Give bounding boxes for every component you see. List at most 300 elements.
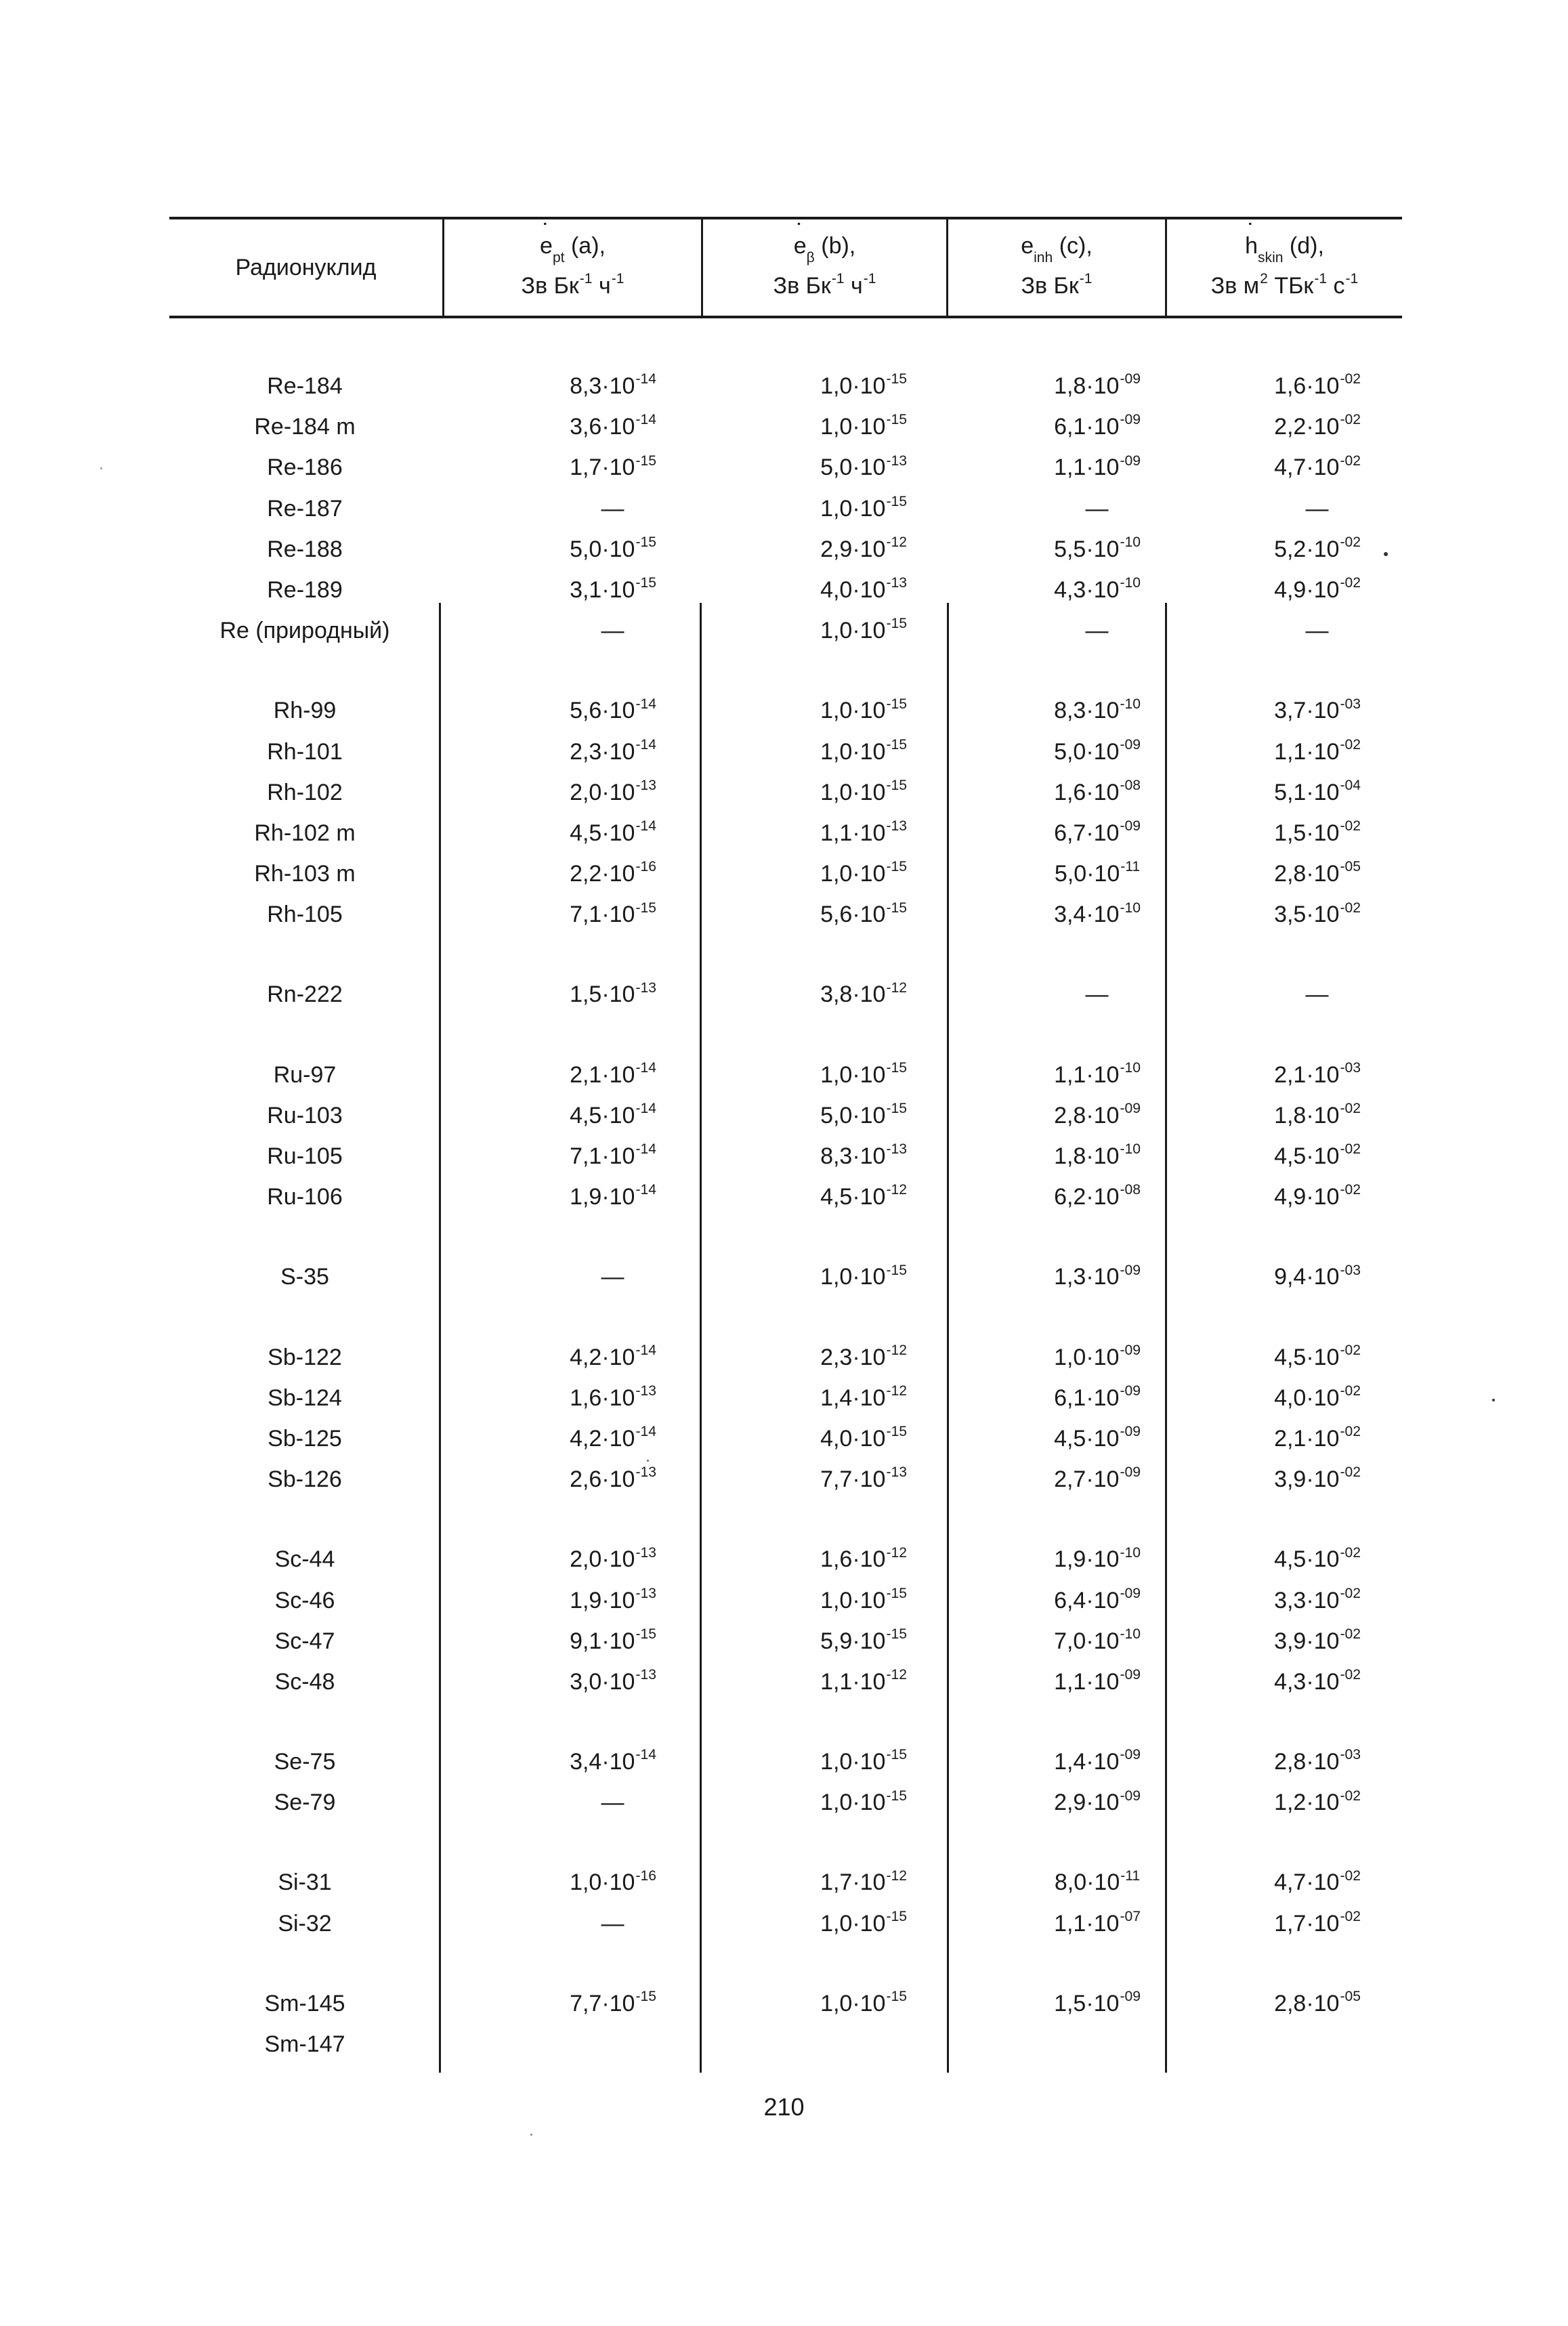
value-exponent: -09 bbox=[1120, 1424, 1141, 1440]
radionuclide-cell: Si-31 bbox=[278, 1869, 332, 1896]
radionuclide-cell: Sm-145 bbox=[264, 1990, 345, 2016]
value-mantissa: 9,4·10 bbox=[1274, 1264, 1340, 1290]
value-cell-b bbox=[748, 1177, 979, 1217]
value-mantissa: 6,7·10 bbox=[1054, 820, 1120, 846]
value-exponent: -15 bbox=[886, 1626, 907, 1642]
value-cell-c bbox=[989, 974, 1206, 1015]
value-cell-b bbox=[748, 1621, 979, 1662]
value-exponent: -15 bbox=[886, 1424, 907, 1440]
value-exponent: -12 bbox=[886, 1383, 907, 1399]
value-exponent: -15 bbox=[886, 371, 907, 387]
value-mantissa: 1,7·10 bbox=[1274, 1910, 1340, 1937]
value-mantissa: 4,2·10 bbox=[570, 1344, 635, 1370]
value-mantissa: 1,1·10 bbox=[1054, 1910, 1120, 1937]
value-exponent: -09 bbox=[1120, 452, 1141, 469]
value-mantissa: 5,0·10 bbox=[820, 454, 886, 481]
header-hskin-unit: Зв $м^2$ ТБк$^{-1}$ $с^{-1}$ bbox=[1210, 271, 1359, 299]
value-cell-d bbox=[1206, 772, 1429, 813]
value-mantissa: 2,9·10 bbox=[820, 536, 886, 562]
value-exponent: -14 bbox=[635, 1747, 656, 1763]
value-mantissa: 1,2·10 bbox=[1274, 1790, 1340, 1816]
value-exponent: -13 bbox=[635, 1585, 656, 1601]
table-row bbox=[169, 813, 1402, 853]
value-exponent: -13 bbox=[635, 777, 656, 793]
value-mantissa: 1,0·10 bbox=[820, 1910, 886, 1937]
value-cell-d bbox=[1206, 406, 1429, 447]
value-cell-c bbox=[989, 1580, 1206, 1621]
value-mantissa: 2,2·10 bbox=[1274, 414, 1340, 440]
value-mantissa: 2,6·10 bbox=[570, 1466, 635, 1493]
value-exponent: -15 bbox=[886, 1989, 907, 2005]
value-exponent: -10 bbox=[1120, 1059, 1141, 1076]
value-cell-c bbox=[989, 1177, 1206, 1217]
value-cell-a bbox=[515, 1459, 711, 1500]
value-exponent: -15 bbox=[886, 696, 907, 712]
radionuclide-cell: Sb-122 bbox=[268, 1344, 342, 1370]
radionuclide-cell: Si-32 bbox=[278, 1910, 332, 1937]
value-exponent: -02 bbox=[1340, 452, 1361, 469]
value-mantissa: 5,0·10 bbox=[1054, 861, 1120, 887]
value-mantissa: 7,7·10 bbox=[570, 1990, 635, 2016]
value-exponent: -15 bbox=[635, 452, 656, 469]
value-mantissa: — bbox=[601, 495, 624, 522]
value-cell-b bbox=[748, 813, 979, 853]
radionuclide-cell: Rh-102 bbox=[267, 779, 343, 805]
value-exponent: -15 bbox=[886, 493, 907, 509]
radionuclide-cell: Sc-48 bbox=[274, 1668, 335, 1695]
value-cell-c bbox=[989, 1418, 1206, 1459]
value-mantissa: 1,1·10 bbox=[1054, 454, 1120, 481]
value-exponent: -02 bbox=[1340, 1908, 1361, 1924]
table-row bbox=[169, 1903, 1402, 1944]
value-cell-a bbox=[515, 2024, 711, 2065]
value-mantissa: 2,2·10 bbox=[570, 861, 635, 887]
value-cell-a bbox=[515, 1903, 711, 1944]
value-cell-d bbox=[1206, 2024, 1429, 2065]
value-mantissa: 3,0·10 bbox=[570, 1668, 635, 1695]
value-exponent: -10 bbox=[1120, 900, 1141, 916]
value-mantissa: 3,6·10 bbox=[570, 414, 635, 440]
value-mantissa: 2,7·10 bbox=[1054, 1466, 1120, 1493]
value-cell-b bbox=[748, 1539, 979, 1580]
value-cell-a bbox=[515, 1782, 711, 1823]
radionuclide-cell: Rn-222 bbox=[267, 981, 343, 1008]
radionuclide-cell: Sb-125 bbox=[268, 1425, 342, 1452]
value-cell-a bbox=[515, 1418, 711, 1459]
value-cell-b bbox=[748, 1095, 979, 1136]
value-mantissa: 8,3·10 bbox=[1054, 698, 1120, 724]
value-exponent: -02 bbox=[1340, 1424, 1361, 1440]
value-exponent: -09 bbox=[1120, 1585, 1141, 1601]
value-cell-a bbox=[515, 894, 711, 935]
value-exponent: -12 bbox=[886, 1182, 907, 1198]
header-hskin bbox=[1167, 224, 1402, 312]
value-cell-d bbox=[1206, 1256, 1429, 1297]
value-mantissa: 5,6·10 bbox=[820, 902, 886, 928]
value-cell-c bbox=[989, 1662, 1206, 1702]
value-cell-d bbox=[1206, 894, 1429, 935]
value-mantissa: 1,0·10 bbox=[820, 495, 886, 522]
value-cell-c bbox=[989, 1136, 1206, 1177]
value-cell-b bbox=[748, 1337, 979, 1378]
value-exponent: -09 bbox=[1120, 1788, 1141, 1804]
value-cell-a bbox=[515, 1378, 711, 1418]
table-row bbox=[169, 1662, 1402, 1702]
value-mantissa: 5,0·10 bbox=[1054, 738, 1120, 765]
value-mantissa: 4,5·10 bbox=[570, 820, 635, 846]
value-cell-d bbox=[1206, 1580, 1429, 1621]
value-cell-d bbox=[1206, 974, 1429, 1015]
value-mantissa: 2,9·10 bbox=[1054, 1790, 1120, 1816]
value-mantissa: 2,0·10 bbox=[570, 779, 635, 805]
value-mantissa: 1,4·10 bbox=[1054, 1749, 1120, 1775]
value-exponent: -14 bbox=[635, 818, 656, 834]
page-number: 210 bbox=[763, 2093, 805, 2121]
value-cell-c bbox=[989, 366, 1206, 406]
value-cell-c bbox=[989, 2024, 1206, 2065]
value-cell-a bbox=[515, 1862, 711, 1903]
value-mantissa: 4,0·10 bbox=[1274, 1384, 1340, 1411]
value-mantissa: 1,0·10 bbox=[820, 1749, 886, 1775]
value-cell-a bbox=[515, 690, 711, 731]
scan-speck bbox=[100, 467, 102, 469]
value-cell-d bbox=[1206, 447, 1429, 488]
value-cell-b bbox=[748, 853, 979, 894]
radionuclide-cell: Rh-102 m bbox=[254, 820, 356, 846]
value-mantissa: 1,9·10 bbox=[1054, 1546, 1120, 1573]
value-mantissa: — bbox=[601, 618, 624, 644]
value-exponent: -12 bbox=[886, 1544, 907, 1561]
value-exponent: -10 bbox=[1120, 1626, 1141, 1642]
value-cell-a bbox=[515, 447, 711, 488]
header-hskin-symbol: ˙ $h_{skin}$ (d), bbox=[1245, 230, 1324, 270]
value-mantissa: 1,0·10 bbox=[820, 1587, 886, 1613]
value-cell-c bbox=[989, 813, 1206, 853]
value-cell-b bbox=[748, 1782, 979, 1823]
value-exponent: -13 bbox=[886, 1464, 907, 1481]
radionuclide-cell: Ru-106 bbox=[267, 1184, 343, 1210]
value-cell-d bbox=[1206, 488, 1429, 529]
table-row bbox=[169, 366, 1402, 406]
value-cell-b bbox=[748, 366, 979, 406]
value-cell-c bbox=[989, 406, 1206, 447]
table-row bbox=[169, 732, 1402, 772]
group-spacer bbox=[169, 935, 1402, 974]
value-cell-d bbox=[1206, 732, 1429, 772]
value-mantissa: 4,0·10 bbox=[820, 1425, 886, 1452]
value-cell-a bbox=[515, 1983, 711, 2024]
value-cell-d bbox=[1206, 1177, 1429, 1217]
group-spacer bbox=[169, 1823, 1402, 1862]
value-cell-d bbox=[1206, 853, 1429, 894]
value-exponent: -14 bbox=[635, 1342, 656, 1358]
value-cell-b bbox=[748, 690, 979, 731]
radionuclide-cell: Sc-47 bbox=[274, 1628, 335, 1654]
value-exponent: -13 bbox=[635, 1544, 656, 1561]
value-exponent: -14 bbox=[635, 1141, 656, 1158]
value-exponent: -12 bbox=[886, 1667, 907, 1683]
value-mantissa: 3,4·10 bbox=[570, 1749, 635, 1775]
table-row bbox=[169, 1177, 1402, 1217]
value-cell-c bbox=[989, 853, 1206, 894]
value-cell-a bbox=[515, 1256, 711, 1297]
value-mantissa: 1,1·10 bbox=[1054, 1061, 1120, 1088]
value-cell-c bbox=[989, 1983, 1206, 2024]
table-row bbox=[169, 1782, 1402, 1823]
value-mantissa: 4,0·10 bbox=[820, 576, 886, 603]
value-cell-c bbox=[989, 1095, 1206, 1136]
value-cell-a bbox=[515, 366, 711, 406]
value-mantissa: 2,8·10 bbox=[1274, 1990, 1340, 2016]
value-exponent: -02 bbox=[1340, 1464, 1361, 1481]
value-exponent: -02 bbox=[1340, 736, 1361, 753]
value-cell-a bbox=[515, 974, 711, 1015]
value-mantissa: 7,0·10 bbox=[1054, 1628, 1120, 1654]
value-exponent: -09 bbox=[1120, 371, 1141, 387]
table-row bbox=[169, 894, 1402, 935]
table-row bbox=[169, 1580, 1402, 1621]
radionuclide-cell: Ru-103 bbox=[267, 1102, 343, 1128]
value-cell-b bbox=[748, 1136, 979, 1177]
value-cell-b bbox=[748, 1459, 979, 1500]
group-spacer bbox=[169, 1702, 1402, 1741]
header-einh bbox=[948, 224, 1165, 312]
value-exponent: -13 bbox=[886, 575, 907, 591]
value-exponent: -07 bbox=[1120, 1908, 1141, 1924]
value-cell-a bbox=[515, 1095, 711, 1136]
value-exponent: -03 bbox=[1340, 1262, 1361, 1278]
value-mantissa: 1,0·10 bbox=[820, 414, 886, 440]
value-cell-a bbox=[515, 1580, 711, 1621]
value-mantissa: 1,0·10 bbox=[570, 1869, 635, 1896]
value-mantissa: 3,3·10 bbox=[1274, 1587, 1340, 1613]
scan-speck bbox=[647, 1460, 649, 1462]
table-row bbox=[169, 690, 1402, 731]
value-mantissa: 6,4·10 bbox=[1054, 1587, 1120, 1613]
table-row bbox=[169, 1256, 1402, 1297]
value-exponent: -08 bbox=[1120, 1182, 1141, 1198]
value-mantissa: 1,6·10 bbox=[820, 1546, 886, 1573]
table-row bbox=[169, 1539, 1402, 1580]
value-mantissa: 1,0·10 bbox=[820, 1061, 886, 1088]
value-cell-d bbox=[1206, 1095, 1429, 1136]
value-mantissa: 4,7·10 bbox=[1274, 1869, 1340, 1896]
value-cell-a bbox=[515, 1177, 711, 1217]
value-mantissa: 7,1·10 bbox=[570, 1143, 635, 1169]
value-mantissa: 1,0·10 bbox=[820, 618, 886, 644]
value-mantissa: 1,5·10 bbox=[570, 981, 635, 1008]
value-cell-b bbox=[748, 1903, 979, 1944]
value-cell-a bbox=[515, 1337, 711, 1378]
value-cell-d bbox=[1206, 1539, 1429, 1580]
value-exponent: -15 bbox=[886, 1585, 907, 1601]
value-exponent: -09 bbox=[1120, 1101, 1141, 1117]
value-exponent: -16 bbox=[635, 1867, 656, 1884]
value-mantissa: 1,7·10 bbox=[820, 1869, 886, 1896]
value-mantissa: 2,1·10 bbox=[570, 1061, 635, 1088]
radionuclide-cell: Ru-97 bbox=[273, 1061, 337, 1088]
value-cell-a bbox=[515, 570, 711, 610]
value-exponent: -13 bbox=[635, 1383, 656, 1399]
value-exponent: -09 bbox=[1120, 736, 1141, 753]
value-cell-c bbox=[989, 1539, 1206, 1580]
value-mantissa: 1,7·10 bbox=[570, 454, 635, 481]
value-mantissa: 2,3·10 bbox=[820, 1344, 886, 1370]
value-exponent: -10 bbox=[1120, 534, 1141, 550]
value-cell-b bbox=[748, 772, 979, 813]
value-mantissa: 2,8·10 bbox=[1054, 1102, 1120, 1128]
value-mantissa: 6,1·10 bbox=[1054, 1384, 1120, 1411]
value-mantissa: 2,8·10 bbox=[1274, 861, 1340, 887]
value-mantissa: 3,1·10 bbox=[570, 576, 635, 603]
value-exponent: -02 bbox=[1340, 1383, 1361, 1399]
value-exponent: -15 bbox=[635, 534, 656, 550]
value-mantissa: 7,1·10 bbox=[570, 902, 635, 928]
value-mantissa: 4,9·10 bbox=[1274, 1184, 1340, 1210]
value-mantissa: 2,3·10 bbox=[570, 738, 635, 765]
table-row bbox=[169, 570, 1402, 610]
table-row bbox=[169, 1862, 1402, 1903]
value-exponent: -14 bbox=[635, 1059, 656, 1076]
value-cell-b bbox=[748, 1378, 979, 1418]
value-cell-d bbox=[1206, 1662, 1429, 1702]
value-exponent: -14 bbox=[635, 1182, 656, 1198]
value-mantissa: 2,8·10 bbox=[1274, 1749, 1340, 1775]
value-mantissa: 1,8·10 bbox=[1274, 1102, 1340, 1128]
value-exponent: -02 bbox=[1340, 534, 1361, 550]
value-mantissa: 1,0·10 bbox=[820, 373, 886, 399]
value-mantissa: 8,3·10 bbox=[820, 1143, 886, 1169]
value-mantissa: 1,1·10 bbox=[820, 820, 886, 846]
value-mantissa: 7,7·10 bbox=[820, 1466, 886, 1493]
value-cell-c bbox=[989, 690, 1206, 731]
value-cell-a bbox=[515, 1539, 711, 1580]
value-exponent: -02 bbox=[1340, 1788, 1361, 1804]
value-exponent: -10 bbox=[1120, 1544, 1141, 1561]
value-mantissa: 3,9·10 bbox=[1274, 1466, 1340, 1493]
value-mantissa: 1,0·10 bbox=[1054, 1344, 1120, 1370]
value-cell-d bbox=[1206, 1378, 1429, 1418]
value-cell-c bbox=[989, 1862, 1206, 1903]
value-mantissa: 1,1·10 bbox=[1054, 1668, 1120, 1695]
table-row bbox=[169, 406, 1402, 447]
header-ept bbox=[444, 224, 701, 312]
value-exponent: -11 bbox=[1120, 859, 1141, 875]
value-mantissa: — bbox=[1305, 981, 1329, 1008]
value-exponent: -02 bbox=[1340, 412, 1361, 428]
value-mantissa: 4,5·10 bbox=[820, 1184, 886, 1210]
radionuclide-cell: Re-188 bbox=[267, 536, 343, 562]
value-exponent: -15 bbox=[886, 900, 907, 916]
value-cell-c bbox=[989, 894, 1206, 935]
value-exponent: -05 bbox=[1340, 1989, 1361, 2005]
header-ept-unit: Зв $Бк^{-1}$ $ч^{-1}$ bbox=[521, 271, 624, 299]
value-mantissa: 3,9·10 bbox=[1274, 1628, 1340, 1654]
value-cell-d bbox=[1206, 1055, 1429, 1095]
value-cell-a bbox=[515, 406, 711, 447]
value-exponent: -09 bbox=[1120, 412, 1141, 428]
value-mantissa: 4,3·10 bbox=[1274, 1668, 1340, 1695]
value-exponent: -03 bbox=[1340, 696, 1361, 712]
radionuclide-cell: Sb-126 bbox=[268, 1466, 342, 1493]
value-mantissa: — bbox=[1085, 495, 1109, 522]
value-exponent: -10 bbox=[1120, 575, 1141, 591]
value-mantissa: 2,0·10 bbox=[570, 1546, 635, 1573]
value-mantissa: 5,0·10 bbox=[820, 1102, 886, 1128]
value-mantissa: 1,0·10 bbox=[820, 738, 886, 765]
value-mantissa: 4,3·10 bbox=[1054, 576, 1120, 603]
value-mantissa: 5,2·10 bbox=[1274, 536, 1340, 562]
value-exponent: -15 bbox=[886, 1908, 907, 1924]
value-cell-d bbox=[1206, 1903, 1429, 1944]
value-exponent: -02 bbox=[1340, 575, 1361, 591]
value-cell-d bbox=[1206, 1459, 1429, 1500]
radionuclide-cell: Rh-99 bbox=[273, 698, 337, 724]
header-ebeta-symbol: ˙ $e_\beta$ (b), bbox=[794, 230, 856, 270]
value-cell-b bbox=[748, 1055, 979, 1095]
value-mantissa: 1,0·10 bbox=[820, 698, 886, 724]
value-cell-d bbox=[1206, 366, 1429, 406]
value-exponent: -13 bbox=[886, 452, 907, 469]
value-cell-b bbox=[748, 610, 979, 651]
value-mantissa: 2,1·10 bbox=[1274, 1425, 1340, 1452]
value-exponent: -15 bbox=[886, 1101, 907, 1117]
header-radionuclide bbox=[169, 224, 442, 312]
value-mantissa: 1,9·10 bbox=[570, 1184, 635, 1210]
scan-speck bbox=[1492, 1399, 1495, 1401]
value-exponent: -13 bbox=[886, 818, 907, 834]
value-exponent: -02 bbox=[1340, 818, 1361, 834]
table-body bbox=[169, 366, 1402, 2065]
value-cell-b bbox=[748, 894, 979, 935]
value-cell-d bbox=[1206, 529, 1429, 570]
value-mantissa: — bbox=[1305, 495, 1329, 522]
table-row bbox=[169, 1459, 1402, 1500]
radionuclide-cell: Rh-103 m bbox=[254, 861, 356, 887]
value-cell-b bbox=[748, 1418, 979, 1459]
value-mantissa: 1,0·10 bbox=[820, 861, 886, 887]
radionuclide-cell: Ru-105 bbox=[267, 1143, 343, 1169]
header-einh-unit: Зв $Бк^{-1}$ bbox=[1021, 271, 1093, 299]
value-mantissa: 6,1·10 bbox=[1054, 414, 1120, 440]
value-exponent: -14 bbox=[635, 371, 656, 387]
value-cell-c bbox=[989, 1459, 1206, 1500]
value-cell-c bbox=[989, 610, 1206, 651]
header-ebeta bbox=[703, 224, 946, 312]
value-exponent: -15 bbox=[886, 616, 907, 632]
value-exponent: -15 bbox=[635, 900, 656, 916]
value-cell-c bbox=[989, 772, 1206, 813]
value-cell-d bbox=[1206, 813, 1429, 853]
value-cell-b bbox=[748, 406, 979, 447]
value-exponent: -02 bbox=[1340, 900, 1361, 916]
value-cell-c bbox=[989, 1741, 1206, 1782]
table-row bbox=[169, 1378, 1402, 1418]
table-row bbox=[169, 1055, 1402, 1095]
radionuclide-cell: Sm-147 bbox=[264, 2031, 345, 2057]
value-exponent: -02 bbox=[1340, 1867, 1361, 1884]
value-cell-c bbox=[989, 732, 1206, 772]
value-cell-b bbox=[748, 447, 979, 488]
value-mantissa: 1,1·10 bbox=[820, 1668, 886, 1695]
value-mantissa: 3,7·10 bbox=[1274, 698, 1340, 724]
value-exponent: -09 bbox=[1120, 1262, 1141, 1278]
group-spacer bbox=[169, 1500, 1402, 1539]
radionuclide-cell: Re (природный) bbox=[219, 618, 390, 644]
value-exponent: -09 bbox=[1120, 1989, 1141, 2005]
radionuclide-cell: Re-187 bbox=[267, 495, 343, 522]
value-mantissa: 1,1·10 bbox=[1274, 738, 1340, 765]
